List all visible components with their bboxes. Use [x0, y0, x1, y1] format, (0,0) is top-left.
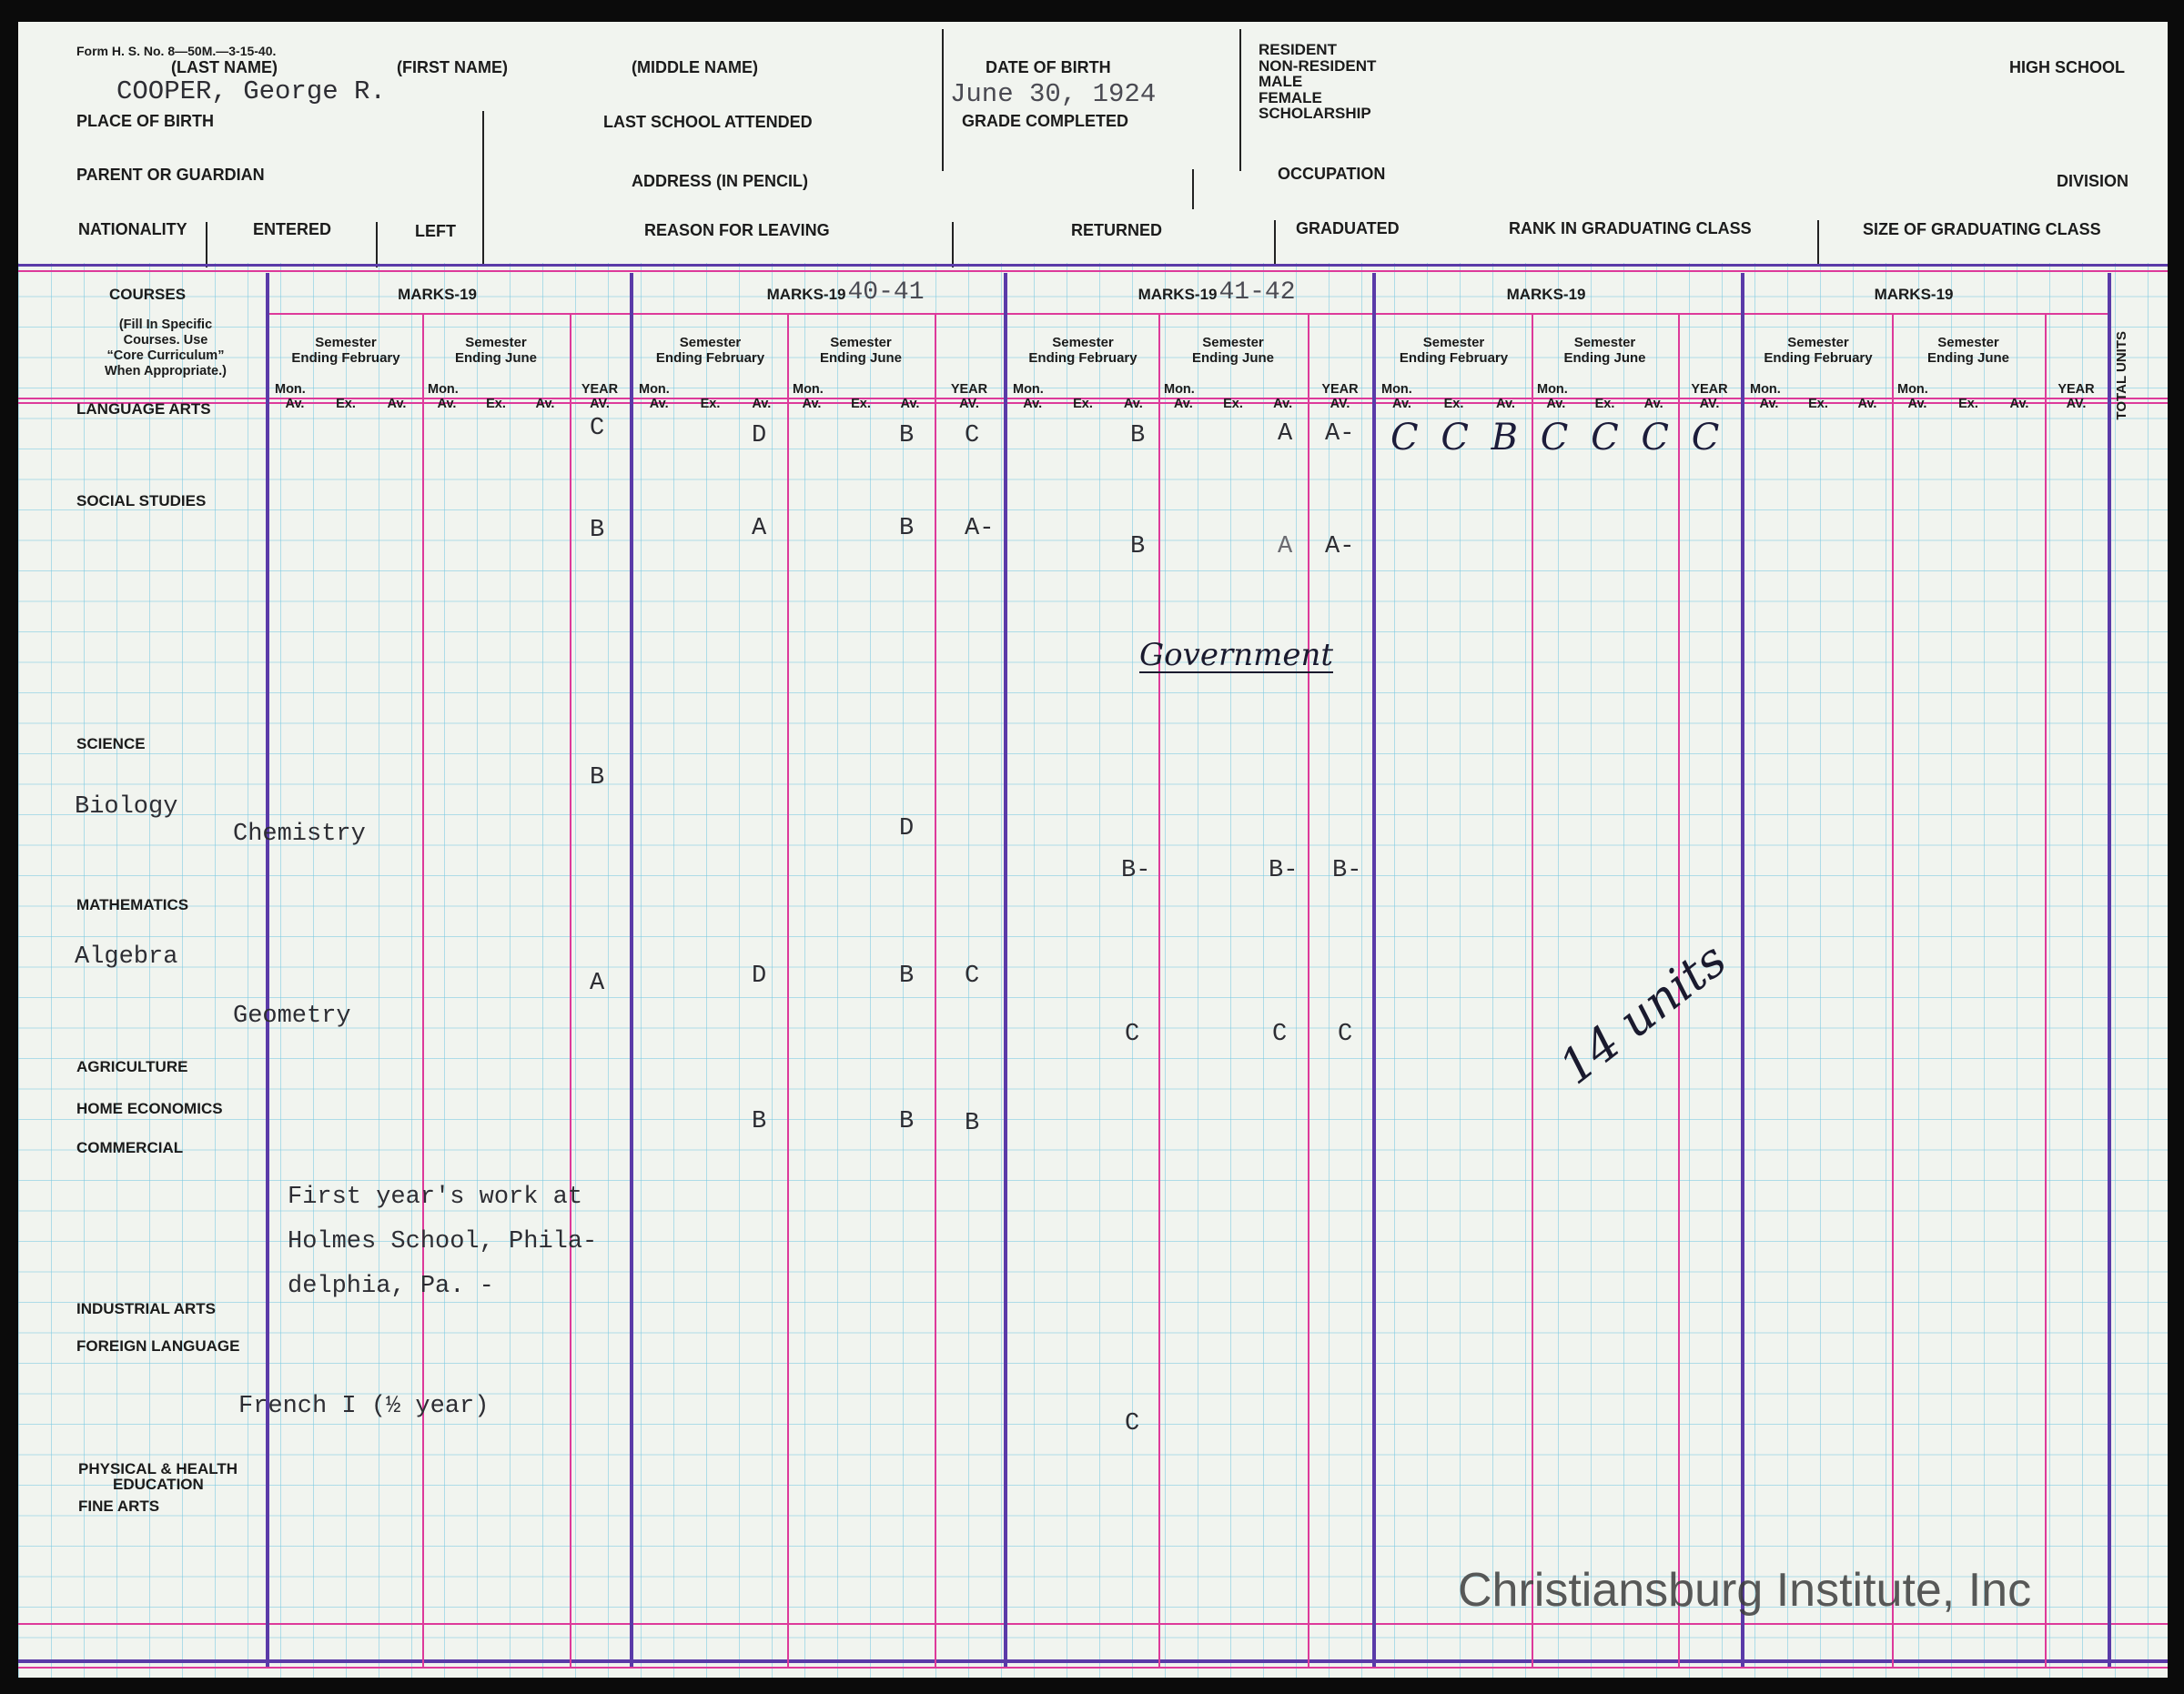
semester-june-label: Semester	[1937, 335, 1999, 350]
av-label: Av.	[1857, 397, 1877, 411]
semester-feb-label: Ending February	[1399, 350, 1509, 366]
grade-completed-label: GRADE COMPLETED	[962, 112, 1129, 130]
semester-june-label: Ending June	[455, 350, 537, 366]
returned-label: RETURNED	[1071, 221, 1163, 239]
middle-name-label: (MIDDLE NAME)	[632, 58, 758, 76]
semester-june-label: Semester	[465, 335, 527, 350]
marks-label: MARKS-19	[1874, 286, 1954, 303]
year-label: YEAR	[950, 382, 988, 397]
ex-label: Ex.	[336, 397, 356, 411]
mark-sci-year1: B	[590, 764, 605, 792]
mark-he-b2-year: B	[965, 1110, 980, 1137]
mark-geo-b3-year: C	[1338, 1021, 1353, 1048]
mark-la-b2-june: B	[899, 422, 915, 449]
mon-av-label: Av.	[437, 397, 457, 411]
date-of-birth-label: DATE OF BIRTH	[986, 58, 1111, 76]
marks-label: MARKS-19	[398, 286, 477, 303]
reason-label: REASON FOR LEAVING	[644, 221, 830, 239]
mark-he-b2-feb: B	[752, 1108, 767, 1135]
course-biology: Biology	[75, 793, 178, 821]
category-social-studies: SOCIAL STUDIES	[76, 492, 207, 509]
prior-school-note: First year's work at Holmes School, Phila- delphia, Pa. -	[288, 1184, 598, 1300]
last-name-label: (LAST NAME)	[171, 58, 278, 76]
block-rule	[630, 273, 633, 1667]
ex-label: Ex.	[1223, 397, 1243, 411]
mark-chem-b3-year: B-	[1332, 857, 1362, 884]
block-rule	[2108, 273, 2111, 1667]
size-label: SIZE OF GRADUATING CLASS	[1863, 220, 2101, 238]
course-algebra: Algebra	[75, 943, 178, 971]
year-label: YEAR	[581, 382, 619, 397]
total-units-label: TOTAL UNITS	[2114, 331, 2129, 420]
mon-av-label: Av.	[802, 397, 822, 411]
semester-june-label: Ending June	[1927, 350, 2009, 366]
course-french: French I (½ year)	[238, 1393, 490, 1420]
mark-la-b3-year: A-	[1325, 420, 1355, 448]
mon-label: Mon.	[1381, 382, 1412, 397]
category-science: SCIENCE	[76, 735, 146, 752]
mon-av-label: Av.	[1392, 397, 1411, 411]
semester-rule	[2045, 313, 2047, 1667]
occupation-label: OCCUPATION	[1278, 165, 1386, 183]
nationality-label: NATIONALITY	[78, 220, 187, 238]
header-rule	[942, 29, 944, 171]
marks-year: 41-42	[1218, 278, 1296, 307]
courses-label: COURSES	[109, 286, 187, 303]
mon-label: Mon.	[639, 382, 670, 397]
semester-feb-label: Ending February	[1764, 350, 1873, 366]
av-label: Av.	[1123, 397, 1143, 411]
mark-ss-year1: B	[590, 517, 605, 544]
semester-rule	[787, 313, 789, 1667]
place-of-birth-label: PLACE OF BIRTH	[76, 112, 214, 130]
mon-label: Mon.	[1750, 382, 1781, 397]
header-rule	[952, 222, 954, 267]
semester-rule	[1308, 313, 1309, 1667]
category-fine-arts: FINE ARTS	[78, 1497, 160, 1515]
mark-geo-b3-feb: C	[1125, 1021, 1140, 1048]
marks-header-rule	[633, 313, 1004, 315]
transcript-card	[18, 22, 2168, 1678]
course-chemistry: Chemistry	[233, 821, 366, 848]
course-geometry: Geometry	[233, 1003, 351, 1030]
ex-label: Ex.	[486, 397, 506, 411]
header-rule	[1239, 29, 1241, 171]
av-label: Av.	[387, 397, 407, 411]
date-of-birth-value: June 30, 1924	[950, 79, 1157, 109]
year-av-label: AV.	[959, 397, 979, 411]
marks-year: 40-41	[847, 278, 925, 307]
ex-label: Ex.	[700, 397, 721, 411]
year-av-label: AV.	[2066, 397, 2087, 411]
year-av-label: AV.	[1699, 397, 1720, 411]
mon-label: Mon.	[1537, 382, 1568, 397]
status-labels: RESIDENT NON-RESIDENT MALE FEMALE SCHOLARSHIP	[1259, 41, 1377, 122]
category-language-arts: LANGUAGE ARTS	[76, 400, 211, 418]
year-label: YEAR	[1691, 382, 1728, 397]
parent-label: PARENT OR GUARDIAN	[76, 166, 265, 184]
courses-note: (Fill In Specific Courses. Use “Core Curriculum” When Appropriate.)	[105, 318, 227, 378]
mon-label: Mon.	[1013, 382, 1044, 397]
semester-feb-label: Semester	[315, 335, 377, 350]
semester-june-label: Ending June	[1192, 350, 1274, 366]
graduated-label: GRADUATED	[1296, 219, 1400, 237]
mark-la-b2-year: C	[965, 422, 980, 449]
block-rule	[1741, 273, 1744, 1667]
category-agriculture: AGRICULTURE	[76, 1058, 188, 1075]
av-label: Av.	[1273, 397, 1293, 411]
rank-label: RANK IN GRADUATING CLASS	[1509, 219, 1752, 237]
av-label: Av.	[1496, 397, 1515, 411]
bottom-divider	[18, 1623, 2168, 1625]
mon-av-label: Av.	[285, 397, 305, 411]
form-number: Form H. S. No. 8—50M.—3-15-40.	[76, 44, 277, 58]
marks-label: MARKS-19	[1138, 286, 1218, 303]
av-label: Av.	[900, 397, 920, 411]
mark-chem-b3-feb: B-	[1121, 857, 1151, 884]
category-mathematics: MATHEMATICS	[76, 896, 189, 913]
ex-label: Ex.	[851, 397, 871, 411]
mon-label: Mon.	[428, 382, 459, 397]
header-rule	[482, 111, 484, 266]
semester-rule	[422, 313, 424, 1667]
mark-geo-b3-june: C	[1272, 1021, 1288, 1048]
left-label: LEFT	[415, 222, 456, 240]
marks-header-rule	[1007, 313, 1372, 315]
semester-feb-label: Ending February	[655, 350, 765, 366]
mon-av-label: Av.	[1759, 397, 1779, 411]
handwritten-units: 14 units	[1550, 933, 1737, 1095]
header-rule	[1274, 220, 1276, 266]
header-rule	[376, 222, 378, 267]
mark-la-handwritten: C C B C C C C	[1390, 417, 1725, 459]
semester-feb-label: Semester	[1052, 335, 1114, 350]
high-school-label: HIGH SCHOOL	[2009, 58, 2126, 76]
semester-rule	[1892, 313, 1894, 1667]
year-av-label: AV.	[590, 397, 610, 411]
mon-av-label: Av.	[1023, 397, 1043, 411]
mark-alg-b2-june: B	[899, 963, 915, 990]
address-label: ADDRESS (IN PENCIL)	[632, 172, 809, 190]
watermark: Christiansburg Institute, Inc	[1458, 1564, 2032, 1617]
semester-rule	[1158, 313, 1160, 1667]
handwritten-government: Government	[1139, 637, 1334, 673]
av-label: Av.	[1643, 397, 1663, 411]
ex-label: Ex.	[1958, 397, 1978, 411]
ex-label: Ex.	[1808, 397, 1828, 411]
mark-la-b2-feb: D	[752, 422, 767, 449]
block-rule	[266, 273, 269, 1667]
student-name: COOPER, George R.	[116, 76, 386, 106]
mark-ss-b3-june: A	[1278, 533, 1293, 560]
year-av-label: AV.	[1330, 397, 1350, 411]
category-physical-health: PHYSICAL & HEALTH	[78, 1460, 238, 1477]
category-home-economics: HOME ECONOMICS	[76, 1100, 223, 1117]
year-label: YEAR	[1321, 382, 1359, 397]
last-school-label: LAST SCHOOL ATTENDED	[603, 113, 813, 131]
ex-label: Ex.	[1594, 397, 1615, 411]
semester-rule	[1532, 313, 1533, 1667]
block-rule	[1004, 273, 1007, 1667]
semester-feb-label: Semester	[679, 335, 742, 350]
mon-label: Mon.	[275, 382, 306, 397]
mon-av-label: Av.	[1173, 397, 1193, 411]
header-divider	[18, 270, 2168, 272]
first-name-label: (FIRST NAME)	[397, 58, 508, 76]
semester-feb-label: Ending February	[291, 350, 400, 366]
ex-label: Ex.	[1443, 397, 1464, 411]
mark-chem-b3-june: B-	[1269, 857, 1299, 884]
semester-feb-label: Semester	[1787, 335, 1849, 350]
semester-june-label: Ending June	[820, 350, 902, 366]
mark-la-b3-june: A	[1278, 420, 1293, 448]
header-rule	[1817, 220, 1819, 266]
marks-header-rule	[1376, 313, 1741, 315]
av-label: Av.	[2009, 397, 2029, 411]
mark-bio-b2-june: D	[899, 815, 915, 842]
ex-label: Ex.	[1073, 397, 1093, 411]
bottom-divider	[18, 1667, 2168, 1669]
mark-ss-b3-feb: B	[1130, 533, 1146, 560]
category-education: EDUCATION	[113, 1476, 204, 1493]
mark-fr-b3-feb: C	[1125, 1410, 1140, 1437]
marks-label: MARKS-19	[766, 286, 846, 303]
mon-av-label: Av.	[1546, 397, 1566, 411]
semester-june-label: Semester	[1202, 335, 1264, 350]
av-label: Av.	[752, 397, 772, 411]
header-divider	[18, 264, 2168, 267]
mark-alg-b2-feb: D	[752, 963, 767, 990]
block-rule	[1372, 273, 1376, 1667]
semester-rule	[935, 313, 936, 1667]
semester-feb-label: Semester	[1422, 335, 1485, 350]
mon-label: Mon.	[1897, 382, 1928, 397]
mark-alg-b2-year: C	[965, 963, 980, 990]
category-industrial-arts: INDUSTRIAL ARTS	[76, 1300, 216, 1317]
mark-ss-b3-year: A-	[1325, 533, 1355, 560]
semester-rule	[570, 313, 571, 1667]
mon-av-label: Av.	[1907, 397, 1927, 411]
semester-june-label: Ending June	[1563, 350, 1646, 366]
division-label: DIVISION	[2057, 172, 2129, 190]
year-label: YEAR	[2058, 382, 2095, 397]
header-rule	[1192, 169, 1194, 209]
marks-label: MARKS-19	[1506, 286, 1586, 303]
category-commercial: COMMERCIAL	[76, 1139, 184, 1156]
mon-av-label: Av.	[649, 397, 669, 411]
marks-header-rule	[269, 313, 630, 315]
mon-label: Mon.	[1164, 382, 1195, 397]
semester-feb-label: Ending February	[1028, 350, 1138, 366]
mark-ss-b2-feb: A	[752, 515, 767, 542]
mark-ss-b2-year: A-	[965, 515, 995, 542]
mark-he-b2-june: B	[899, 1108, 915, 1135]
header-rule	[206, 222, 207, 267]
mon-label: Mon.	[793, 382, 824, 397]
av-label: Av.	[535, 397, 555, 411]
marks-header-rule	[1744, 313, 2108, 315]
mark-la-year1: C	[590, 415, 605, 442]
semester-june-label: Semester	[830, 335, 892, 350]
category-foreign-language: FOREIGN LANGUAGE	[76, 1337, 240, 1355]
mark-alg-year1: A	[590, 970, 605, 997]
mark-la-b3-feb: B	[1130, 422, 1146, 449]
entered-label: ENTERED	[253, 220, 332, 238]
semester-june-label: Semester	[1573, 335, 1636, 350]
bottom-divider	[18, 1659, 2168, 1663]
mark-ss-b2-june: B	[899, 515, 915, 542]
